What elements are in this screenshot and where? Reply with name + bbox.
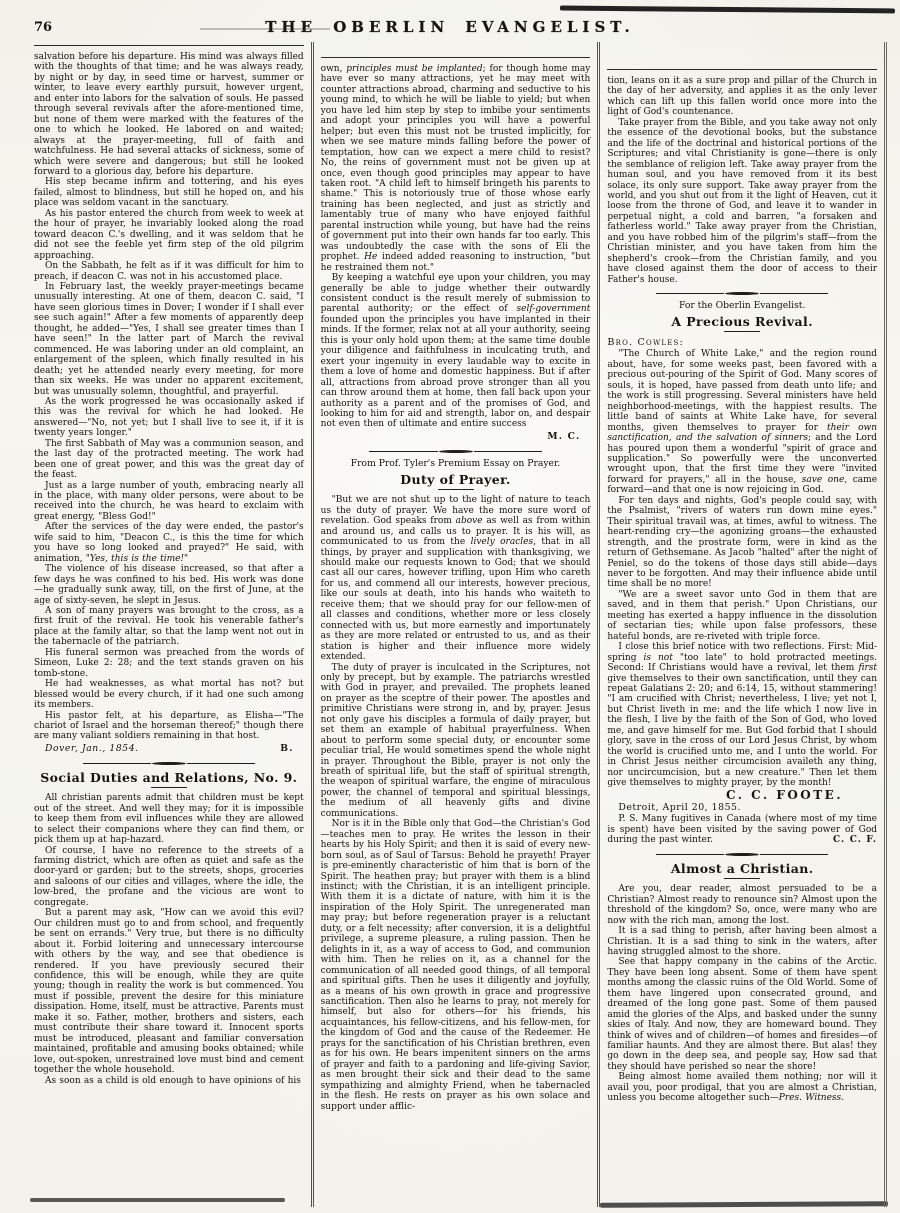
- paragraph: After the services of the day were ended, the pastor's wife said to him, "Deacon C., is this the time for which you have so long looked and prayed?" He said, with animation, "Yes, this is the time!": [34, 522, 304, 564]
- paragraph: For ten days and nights, God's people could say, with the Psalmist, "rivers of waters run down mine eyes." Their spiritual travail was, at times, awful to witness. The heart-rending cry—the agonizing groans—the exhausted strength, and the prostrate form, were in kind as the return of Gethsemane. As Jacob "halted" after the night of Peniel, so do the tokens of those days still abide—days never to be forgotten. And may their influence abide until time shall be no more!: [607, 495, 878, 590]
- paragraph: His pastor felt, at his departure, as Elisha—"The chariot of Israel and the horseman thereof;" though there are many valiant soldiers remaining in that host.: [34, 710, 304, 742]
- signature-line: [34, 743, 304, 755]
- inline-signature: C. C. F.: [833, 835, 878, 846]
- signature-dateline: Dover, Jan., 1854.: [45, 742, 139, 754]
- masthead-title: THE OBERLIN EVANGELIST.: [265, 18, 635, 36]
- paragraph: "But we are not shut up to the light of nature to teach us the duty of prayer. We have the more sure word of revelation. God speaks from above as well as from within and around us, and calls us to prayer. It is his will, as communicated to us from the lively oracles, that in all things, by prayer and supplication with thanksgiving, we should make our requests known to God; that we should cast all our cares, however trifling, upon Him who careth for us, and commend all our interests, however precious, like our souls at death, into his hands who waiteth to receive them; that we should pray for our fellow-men of all classes and conditions, whether more or less closely connected with us, but more earnestly and importunately as they are more related or entrusted to us, and as their station is higher and their influence more widely extended.: [320, 495, 591, 663]
- column-top-rule: [607, 69, 877, 70]
- paragraph: Being almost home availed them nothing; nor will it avail you, poor prodigal, that you are almost a Christian, unless you become altogether such—Pres. Witness.: [607, 1072, 878, 1104]
- paragraph: As soon as a child is old enough to have opinions of his: [45, 1075, 301, 1086]
- article-heading: Almost a Christian.: [670, 861, 814, 877]
- paragraph: As his pastor entered the church from week to week at the hour of prayer, he invariably looked along the road toward deacon C.'s dwelling, and it was seldom that he did not see the feeble yet firm step of the old pilgrim approaching.: [34, 208, 304, 261]
- paragraph: His step became infirm and tottering, and his eyes failed, almost to blindness, but still he hoped on, and his place was seldom vacant in the sanctuary.: [34, 177, 304, 209]
- paragraph-continued: tion, leans on it as a sure prop and pillar of the Church in the day of her adversity, and applies it as the only lever which can lift up this fallen world once more into the light of God's countenance.: [607, 76, 878, 118]
- article-heading: Social Duties and Relations, No. 9.: [40, 770, 298, 786]
- signature-initials: C. C. FOOTE.: [725, 788, 844, 803]
- column-divider-rule-2: [597, 42, 600, 1207]
- paragraph: The violence of his disease increased, so that after a few days he was confined to his bed. His work was done—he gradually sunk away, till, on the first of June, at the age of sixty-seven, he slept in Jesus.: [34, 564, 304, 606]
- paragraph: "We are a sweet savor unto God in them that are saved, and in them that perish." Upon Christians, our meeting has exerted a happy influence in the dissolution of sectarian ties; while upon false professors, these hateful bonds, are re-riveted with triple force.: [607, 589, 878, 642]
- letter-dateline: Detroit, April 20, 1855.: [618, 802, 741, 814]
- heading-underline-rule: [724, 878, 760, 879]
- paragraph: On the Sabbath, he felt as if it was difficult for him to preach, if deacon C. was not in his accustomed place.: [34, 261, 304, 282]
- paragraph: In February last, the weekly prayer-meetings became unusually interesting. At one of them, deacon C. said, "I have seen glorious times in Dover; I wonder if I shall ever see such again!" After a few moments of apparently deep thought, he added—"Yes, I shall see greater times than I have seen!" In the latter part of March the revival commenced. He was laboring under an old complaint, an enlargement of the spleen, which finally resulted in his death; yet he attended nearly every meeting, for more than six weeks. He was under no apparent excitement, but was unusually solemn, thoughtful, and prayerful.: [34, 281, 304, 397]
- paragraph: All christian parents admit that children must be kept out of the street. And well they may; for it is impossible to keep them from evil influences while they are allowed to select their companions where they can find them, or pick them up at hap-hazard.: [34, 793, 304, 846]
- paragraph: But a parent may ask, "How can we avoid this evil? Our children must go to and from school, and frequently be sent on errands." Very true, but there is no difficulty about it. Forbid loitering and unnecessary intercourse with others by the way, and see that obedience is rendered. If you have previously secured their confidence, this will be enough, while they are quite young; though in reality the work is but commenced. You must if possible, prevent the desire for this miniature dissipation. Home, itself, must be attractive. Parents must make it so. Father, mother, brothers and sisters, each must contribute their share toward it. Innocent sports must be introduced, pleasant and familiar conversation maintained, profitable and amusing books obtained; while love, out-spoken, unrestrained love must bind and cement together the whole household.: [34, 908, 304, 1076]
- paragraph: "The Church of White Lake," and the region round about, have, for some weeks past, been favored with a precious out-pouring of the Spirit of God. Many scores of souls, it is hoped, have passed from death unto life; and the work is still progressing. Several ministers have held neighborhood-meetings, with the happiest results. The little band of saints at White Lake have, for several months, given themselves to prayer for their own sanctification, and the salvation of sinners; and the Lord has poured upon them a wonderful "spirit of grace and supplication." So powerfully were the unconverted wrought upon, that the first time they were "invited forward for prayers," all in the house, save one, came forward—and that one is now rejoicing in God.: [607, 349, 878, 496]
- paragraph: Just as a large number of youth, embracing nearly all in the place, with many older persons, were about to be received into the church, he was heard to exclaim with great energy, "Bless God!": [34, 480, 304, 522]
- column-top-rule: [34, 45, 304, 46]
- paragraph: He had weaknesses, as what mortal has not? but blessed would be every church, if it had one such among its members.: [34, 679, 304, 711]
- paragraph: P. S. Many fugitives in Canada (where most of my time is spent) have been visited by the saving power of God during the past winter. C. C. F.: [607, 814, 878, 846]
- column-2-content: [321, 64, 591, 1112]
- article-kicker: For the Oberlin Evangelist.: [678, 300, 806, 312]
- column-3-content: [607, 76, 877, 1104]
- columns-container: [28, 42, 888, 1207]
- paragraph: The first Sabbath of May was a communion season, and the last day of the protracted meeting. The work had been one of great power, and this was the great day of the feast.: [34, 438, 304, 481]
- column-2: [315, 42, 597, 1207]
- article-heading: Duty of Prayer.: [400, 472, 511, 488]
- divider-diamond-icon: [725, 292, 759, 295]
- paragraph: It is a sad thing to perish, after having been almost a Christian. It is a sad thing to sink in the waters, after having struggled almost to the shore.: [607, 926, 878, 957]
- section-divider-rule: [369, 450, 542, 453]
- signature-initials: M. C.: [547, 430, 581, 442]
- divider-diamond-icon: [152, 762, 186, 765]
- paragraph: As the work progressed he was occasionally asked if this was the revival for which he had looked. He answered—"No, not yet; but I shall live to see it, if it is twenty years longer.": [34, 396, 304, 439]
- paragraph: The duty of prayer is inculcated in the Scriptures, not only by precept, but by example. The patriarchs wrestled with God in prayer, and prevailed. The prophets leaned on prayer as the sceptre of their power. The apostles and primitive Christians were strong in, and by, prayer. Jesus not only gave his disciples a formula of daily prayer, but set them an example of habitual prayerfulness. When about to perform some special duty, or encounter some peculiar trial, He would sometimes spend the whole night in prayer. Throughout the Bible, prayer is not only the breath of spiritual life, but the staff of spiritual strength, the weapon of spiritual warfare, the engine of miraculous power, the channel of temporal and spiritual blessings, the medium of all heavenly gifts and divine communications.: [320, 662, 591, 819]
- page-number: 76: [34, 20, 53, 35]
- letter-salutation: Bro. Cowles:: [607, 337, 684, 349]
- article-heading: A Precious Revival.: [671, 314, 813, 330]
- scan-smudge-top-right: [560, 6, 895, 14]
- column-3: [601, 42, 883, 1207]
- column-divider-rule-1: [311, 42, 314, 1207]
- paragraph: His funeral sermon was preached from the words of Simeon, Luke 2: 28; and the text stands graven on his tomb-stone.: [34, 647, 304, 679]
- column-1-content: [34, 52, 304, 1086]
- paragraph: A son of many prayers was brought to the cross, as a first fruit of the revival. He took his venerable father's place at the family altar, so that the lamp went not out in the tabernacle of the patriarch.: [34, 606, 304, 648]
- paragraph: See that happy company in the cabins of the Arctic. They have been long absent. Some of them have spent months among the classic ruins of the Old World. Some of them have lingered upon consecrated ground, and dreamed of the long gone past. Some of them paused amid the glories of the Alps, and basked under the sunny skies of Italy. And now, they are homeward bound. They think of wives and of children—of homes and firesides—of familiar haunts. And they are almost there. But alas! they go down in the deep sea, and people say, How sad that they should have perished so near the shore!: [607, 957, 878, 1072]
- paragraph: Of course, I have no reference to the streets of a farming district, which are often as quiet and safe as the door-yard or garden; but to the streets, shops, groceries and saloons of our cities and villages, where the idle, the low-bred, the profane and the vicious are wont to congregate.: [34, 845, 304, 908]
- article-kicker: From Prof. Tyler's Premium Essay on Prayer.: [350, 458, 561, 470]
- paragraph: I close this brief notice with two reflections. First: Mid-spring is not "too late" to hold protracted meetings. Second: If Christians would have a revival, let them first give themselves to their own sanctification, until they can repeat Galatians 2: 20; and 6:14, 15, without stammering! "I am crucified with Christ; nevertheless, I live; yet not I, but Christ liveth in me: and the life which I now live in the flesh, I live by the faith of the Son of God, who loved me, and gave himself for me. But God forbid that I should glory, save in the cross of our Lord Jesus Christ, by whom the world is crucified unto me, and I unto the world. For in Christ Jesus neither circumcision availeth any thing, nor uncircumcision, but a new creature." Then let them give themselves to mighty prayer, by the month!: [607, 642, 878, 789]
- page-right-edge-rule: [884, 42, 887, 1207]
- paragraph: Take prayer from the Bible, and you take away not only the essence of the devotional books, but the substance and the life of the doctrinal and historical portions of the Scriptures; and vital Christianity is gone—there is only the semblance of religion left. Take away prayer from the human soul, and you have removed from it its best solace, its only sure support. Take away prayer from the world, and you shut out from it the light of Heaven, cut it loose from the throne of God, and leave it to wander in perpetual night, a cold and barren, "a forsaken and fatherless world." Take away prayer from the Christian, and you have robbed him of the pilgrim's staff—from the Christian minister, and you have taken from him the shepherd's crook—from the Christian family, and you have closed against them the door of access to their Father's house.: [607, 117, 878, 285]
- divider-diamond-icon: [439, 450, 473, 453]
- column-1: [28, 42, 310, 1207]
- heading-underline-rule: [151, 787, 187, 788]
- paragraph-continued: salvation before his departure. His mind was always filled with the thoughts of that time; and he was always ready, by night or by day, in seed time or harvest, summer or winter, to leave every earthly pursuit, however urgent, and enter into labors for the salvation of souls. He passed through several revivals after the afore-mentioned time, but none of them were marked with the features of the one to which he looked. He labored on and waited; always at the prayer-meeting, full of faith and watchfulness. He had several attacks of sickness, some of which were severe and dangerous; but still he looked forward to a glorious day, before his departure.: [34, 52, 304, 177]
- paragraph-continued: own, principles must be implanted; for though home may have ever so many attractions, yet he may meet with counter attractions abroad, charming and seductive to his young mind, to which he will be liable to yield; but when you have led him step by step to imbibe your sentiments and adopt your principles you will have a powerful helper; but even this must not be trusted implicitly, for when we see mature minds falling before the power of temptation, how can we expect a mere child to resist? No, the reins of government must not be given up at once, even though good principles may appear to have taken root. "A child left to himself bringeth his parents to shame." This is notoriously true of those whose early training has been neglected, and just as strictly and lamentably true of many who have enjoyed faithful parental instruction while young, but have had the reins of government put into their own hands far too early. This was undoubtedly the case with the sons of Eli the prophet. He indeed added reasoning to instruction, "but he restrained them not.": [320, 64, 591, 273]
- paragraph: By keeping a watchful eye upon your children, you may generally be able to judge whether their outwardly consistent conduct is the result merely of submission to parental authority; or the effect of self-government founded upon the principles you have implanted in their minds. If the former, relax not at all your authority, seeing this is your only hold upon them; at the same time double your diligence and faithfulness in inculcating truth, and exert your ingenuity in every laudable way to excite in them a love of home and domestic happiness. But if after all, attractions from abroad prove stronger than all you can throw around them at home, then fall back upon your authority as a parent and of the promises of God, and looking to him for aid and strength, labor on, and despair not even then of ultimate and entire success: [320, 273, 591, 430]
- column-top-rule: [321, 57, 591, 58]
- section-divider-rule: [83, 762, 256, 765]
- paragraph: Are you, dear reader, almost persuaded to be a Christian? Almost ready to renounce sin? Almost upon the threshold of the kingdom? So, once, were many who are now with the rich man, among the lost.: [607, 884, 878, 926]
- section-divider-rule: [656, 292, 829, 295]
- divider-diamond-icon: [725, 853, 759, 856]
- signature-line: [607, 789, 877, 801]
- heading-underline-rule: [438, 489, 474, 490]
- paragraph: Nor is it in the Bible only that God—the Christian's God—teaches men to pray. He writes the lesson in their hearts by his Holy Spirit; and then it is said of every new-born soul, as of Saul of Tarsus: Behold he prayeth! Prayer is pre-eminently characteristic of him that is born of the Spirit. The heathen pray; but prayer with them is a blind instinct; with the Christian, it is an intelligent principle. With them it is a dictate of nature, with him it is the inspiration of the Holy Spirit. The unregenerated man may pray; but before regeneration prayer is a reluctant duty, or a felt necessity; after conversion, it is a delightful privilege, a supreme pleasure, a ruling passion. Then he delights in it, as a way of access to God, and communion with him. Then he relies on it, as a channel for the communication of all needed good things, of all temporal and spiritual gifts. Then he uses it diligently and joyfully, as a means of his own growth in grace and progressive sanctification. Then also he learns to pray, not merely for himself, but also for others—for his friends, his acquaintances, his fellow-citizens, and his fellow-men, for the kingdom of God and the cause of the Redeemer. He prays for the sanctification of his Christian brethren, even as for his own. He bears impenitent sinners on the arms of prayer and faith to a pardoning and life-giving Savior, as men brought their sick and their dead to the same sympathizing and almighty Friend, when he tabernacled in the flesh. He rests on prayer as his own solace and support under afflic-: [320, 819, 591, 1112]
- section-divider-rule: [656, 853, 829, 856]
- heading-underline-rule: [724, 331, 760, 332]
- signature-line: [321, 431, 591, 443]
- signature-initials: B.: [280, 742, 294, 754]
